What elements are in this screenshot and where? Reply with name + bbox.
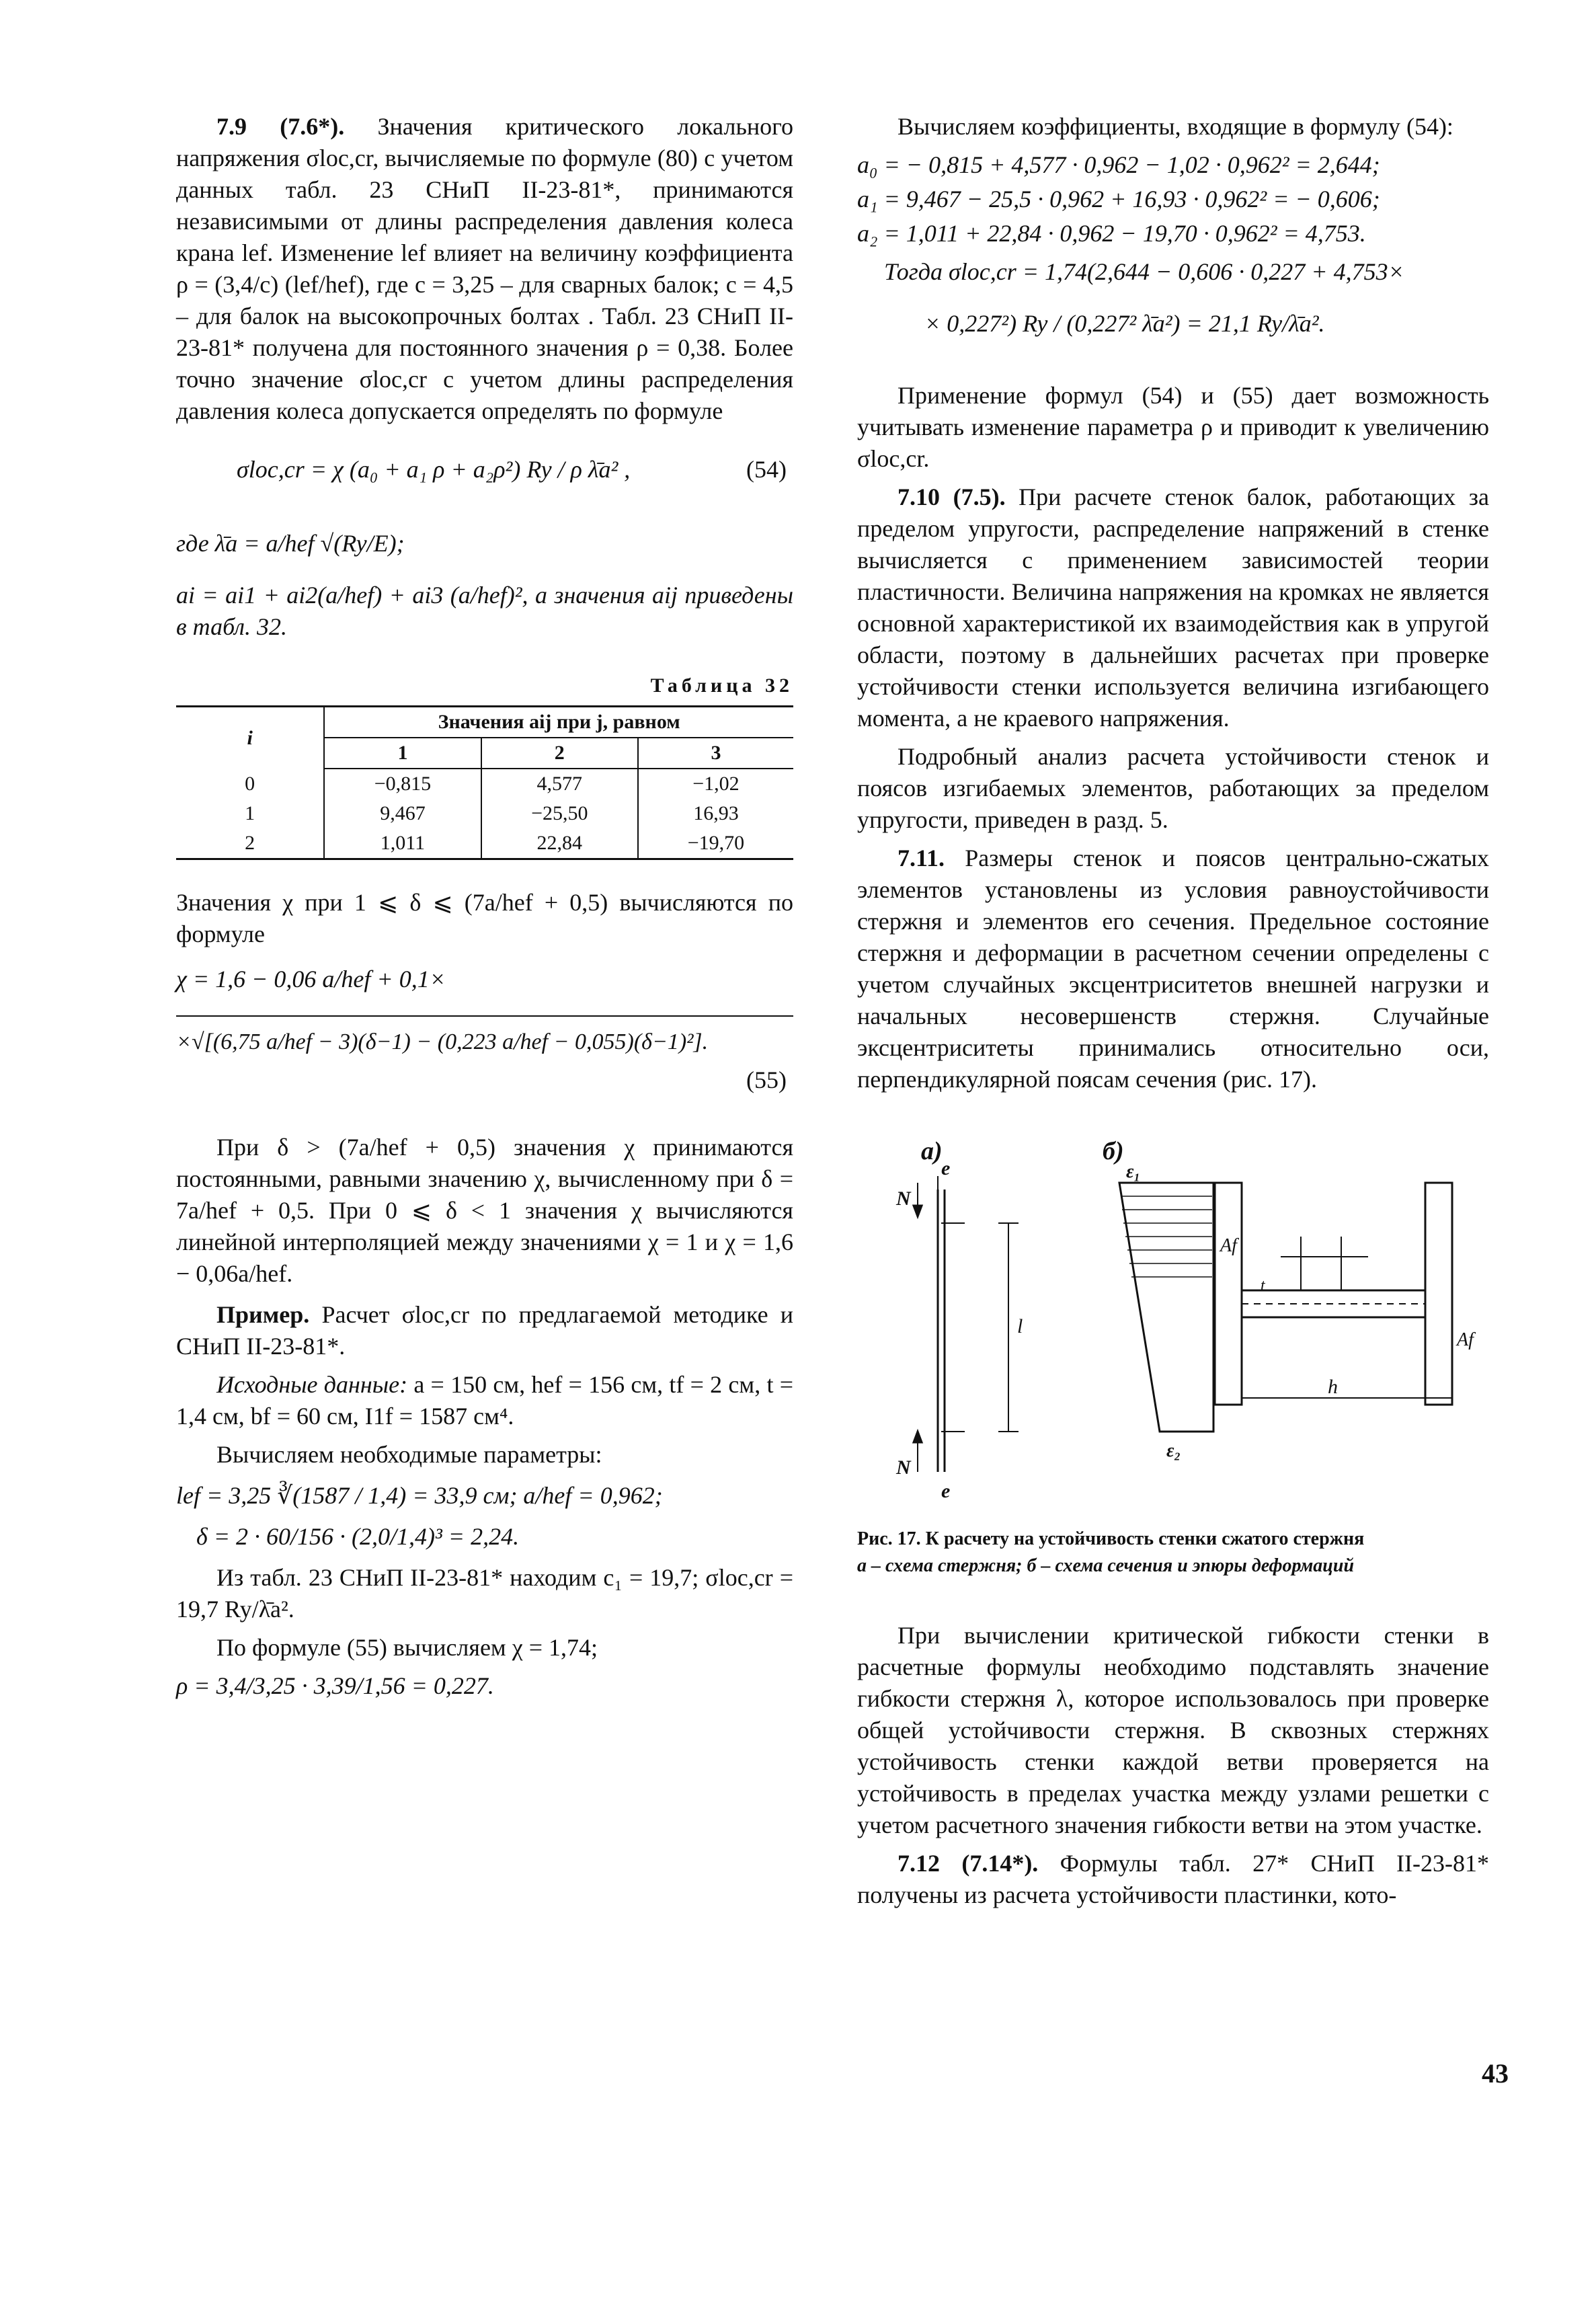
- example-label: Пример.: [216, 1301, 310, 1328]
- table-cell: −0,815: [324, 769, 481, 799]
- fig-N-bottom: N: [896, 1456, 911, 1479]
- equation-a0: a₀ = − 0,815 + 4,577 · 0,962 − 1,02 · 0,962² = 2,644;: [857, 151, 1380, 178]
- fig-Af-left: Af: [1220, 1235, 1237, 1256]
- section-number: 7.9 (7.6*).: [216, 113, 345, 140]
- paragraph-7-10: [857, 481, 1489, 734]
- table-cell: 22,84: [481, 828, 638, 859]
- equation-a1: a₁ = 9,467 − 25,5 · 0,962 + 16,93 · 0,962² = − 0,606;: [857, 186, 1380, 212]
- paragraph-crit: При вычислении критической гибкости стенки в расчетные формулы необходимо подставлять значение гибкости стержня λ, которое использовалось при проверке общей устойчивости стержня. В сквозных стержнях устойчивость стенки каждой ветви проверяется на устойчивость в пределах участка между узлами решетки с учетом расчетного значения гибкости ветви на этом участке.: [857, 1622, 1489, 1838]
- equation-54: [176, 454, 793, 514]
- equation-55-line1: χ = 1,6 − 0,06 a/hef + 0,1×: [176, 966, 446, 992]
- equation-then-2: × 0,227²) Ry / (0,227² λ̄a²) = 21,1 Ry/λ̄a².: [924, 310, 1325, 337]
- equation-number: (54): [746, 456, 787, 483]
- fig-e-top: e: [941, 1157, 951, 1179]
- paragraph-given: [176, 1369, 793, 1432]
- fig-h: h: [1328, 1376, 1338, 1398]
- table-cell: 1: [176, 799, 324, 828]
- paragraph-7-12: [857, 1848, 1489, 1911]
- paragraph-detail: Подробный анализ расчета устойчивости стенок и поясов изгибаемых элементов, работающих за пределом упругости, приведен в разд. 5.: [857, 743, 1489, 833]
- fig-label-b: б): [1103, 1137, 1124, 1165]
- table-cell: −19,70: [638, 828, 793, 859]
- where-lambda: где λ̄a = a/hef √(Ry/E);: [176, 530, 405, 557]
- coef-intro: Вычисляем коэффициенты, входящие в формулу (54):: [897, 113, 1453, 140]
- fig-e1: ε₁: [1126, 1161, 1141, 1182]
- paragraph-text: Размеры стенок и поясов центрально-сжатых элементов установлены из условия равноустойчивости стержня и элементов его сечения. Предельное состояние стержня и деформации в расчетном сечении определены с учетом случайных эксцентриситетов внешней нагрузки и начальных несовершенств стержня. Случайные эксцентриситеты принимались относительно оси, перпендикулярной поясам сечения (рис. 17).: [857, 845, 1490, 1093]
- figure-17: [857, 1136, 1489, 1512]
- figure-caption: [857, 1526, 1489, 1580]
- given-text: a = 150 см, hef = 156 см, tf = 2 см, t = 1,4 см, bf = 60 см, I1f = 1587 см⁴.: [176, 1371, 793, 1430]
- fig-e-bottom: e: [941, 1480, 951, 1502]
- fig-e2: ε₂: [1166, 1440, 1181, 1461]
- table-cell: −1,02: [638, 769, 793, 799]
- right-column: [857, 111, 1489, 1918]
- paragraph-delta: При δ > (7a/hef + 0,5) значения χ принимаются постоянными, равными значению χ, вычисленному при δ = 7a/hef + 0,5. При 0 ⩽ δ < 1 значения χ вычисляются линейной интерполяцией между значениями χ = 1 и χ = 1,6 − 0,06a/hef.: [176, 1134, 793, 1287]
- table-32: [176, 705, 793, 860]
- equation-then-1: Тогда σloc,cr = 1,74(2,644 − 0,606 · 0,227 + 4,753×: [884, 258, 1404, 285]
- fig-N-top: N: [896, 1187, 911, 1210]
- equation-a2: a₂ = 1,011 + 22,84 · 0,962 − 19,70 · 0,962² = 4,753.: [857, 220, 1366, 247]
- bar-scheme: [914, 1176, 1019, 1472]
- by-formula: По формуле (55) вычисляем χ = 1,74;: [216, 1634, 598, 1661]
- equation-number: (55): [746, 1066, 787, 1093]
- table-cell: −25,50: [481, 799, 638, 828]
- equation-text: σloc,cr = χ (a₀ + a₁ ρ + a₂ρ²) Ry / ρ λ̄a² ,: [237, 456, 631, 483]
- where-ai: ai = ai1 + ai2(a/hef) + ai3 (a/hef)², а значения aij приведены в табл. 32.: [176, 582, 793, 640]
- given-label: Исходные данные:: [216, 1371, 408, 1398]
- table-cell: 1,011: [324, 828, 481, 859]
- figure-caption-legend: а – схема стержня; б – схема сечения и эпюры деформаций: [857, 1555, 1355, 1576]
- section-scheme: [1119, 1183, 1452, 1432]
- compute-params: Вычисляем необходимые параметры:: [216, 1441, 602, 1468]
- table-cell: 2: [176, 828, 324, 859]
- fig-label-a: а): [921, 1137, 943, 1165]
- table-cell: 9,467: [324, 799, 481, 828]
- table-row: [176, 828, 793, 859]
- equation-rho: ρ = 3,4/3,25 · 3,39/1,56 = 0,227.: [176, 1672, 494, 1699]
- chi-intro: Значения χ при 1 ⩽ δ ⩽ (7a/hef + 0,5) вычисляются по формуле: [176, 889, 793, 947]
- left-column: [176, 111, 793, 1709]
- paragraph-text: Формулы табл. 27* СНиП II-23-81* получены из расчета устойчивости пластинки, кото-: [857, 1850, 1489, 1908]
- paragraph-7-11: [857, 843, 1489, 1095]
- fig-l: l: [1017, 1315, 1023, 1337]
- table-row: [176, 769, 793, 799]
- table-col: 3: [638, 738, 793, 769]
- equation-delta: δ = 2 · 60/156 · (2,0/1,4)³ = 2,24.: [196, 1523, 520, 1550]
- table-cell: 16,93: [638, 799, 793, 828]
- paragraph-text: При расчете стенок балок, работающих за пределом упругости, распределение напряжений в стенке вычисляется с применением зависимостей теории пластичности. Величина напряжения на кромках не является основной характеристикой их взаимодействия как в упругой области, поэтому в дальнейших расчетах при проверке устойчивости стенки используется величина изгибающего момента, а не краевого напряжения.: [857, 483, 1489, 732]
- equation-lef: lef = 3,25 ∛(1587 / 1,4) = 33,9 см; a/hef = 0,962;: [176, 1482, 663, 1509]
- table-head-group: Значения aij при j, равном: [324, 707, 793, 738]
- table-col: 1: [324, 738, 481, 769]
- from-table: Из табл. 23 СНиП II-23-81* находим c₁ = 19,7; σloc,cr = 19,7 Ry/λ̄a².: [176, 1564, 793, 1623]
- equation-55-line2: ×√[(6,75 a/hef − 3)(δ−1) − (0,223 a/hef − 0,055)(δ−1)²].: [176, 1015, 793, 1058]
- paragraph-apply: Применение формул (54) и (55) дает возможность учитывать изменение параметра ρ и приводит к увеличению σloc,cr.: [857, 382, 1489, 472]
- paragraph-text: Значения критического локального напряжения σloc,cr, вычисляемые по формуле (80) с учетом данных табл. 23 СНиП II-23-81*, принимаются независимыми от длины распределения давления колеса крана lef. Изменение lef влияет на величину коэффициента ρ = (3,4/c) (lef/hef), где c = 3,25 – для сварных балок; c = 4,5 – для балок на высокопрочных болтах . Табл. 23 СНиП II-23-81* получена для постоянного значения ρ = 0,38. Более точно значение σloc,cr с учетом длины распределения давления колеса допускается определять по формуле: [176, 113, 793, 424]
- table-head-i: i: [176, 707, 324, 769]
- equation-55-number-row: [176, 1064, 793, 1098]
- section-number: 7.12 (7.14*).: [897, 1850, 1039, 1877]
- fig-t: t: [1261, 1277, 1265, 1294]
- section-number: 7.11.: [897, 845, 945, 871]
- figure-caption-title: Рис. 17. К расчету на устойчивость стенки сжатого стержня: [857, 1528, 1365, 1549]
- table-col: 2: [481, 738, 638, 769]
- fig-Af-right: Af: [1457, 1329, 1474, 1350]
- table-cell: 0: [176, 769, 324, 799]
- paragraph-7-9: [176, 111, 793, 427]
- section-number: 7.10 (7.5).: [897, 483, 1006, 510]
- example-text: Расчет σloc,cr по предлагаемой методике и СНиП II-23-81*.: [176, 1301, 793, 1360]
- table-row: [176, 799, 793, 828]
- table-cell: 4,577: [481, 769, 638, 799]
- page-number: 43: [1482, 2058, 1509, 2089]
- paragraph-example: [176, 1299, 793, 1362]
- table-caption: Таблица 32: [650, 674, 793, 697]
